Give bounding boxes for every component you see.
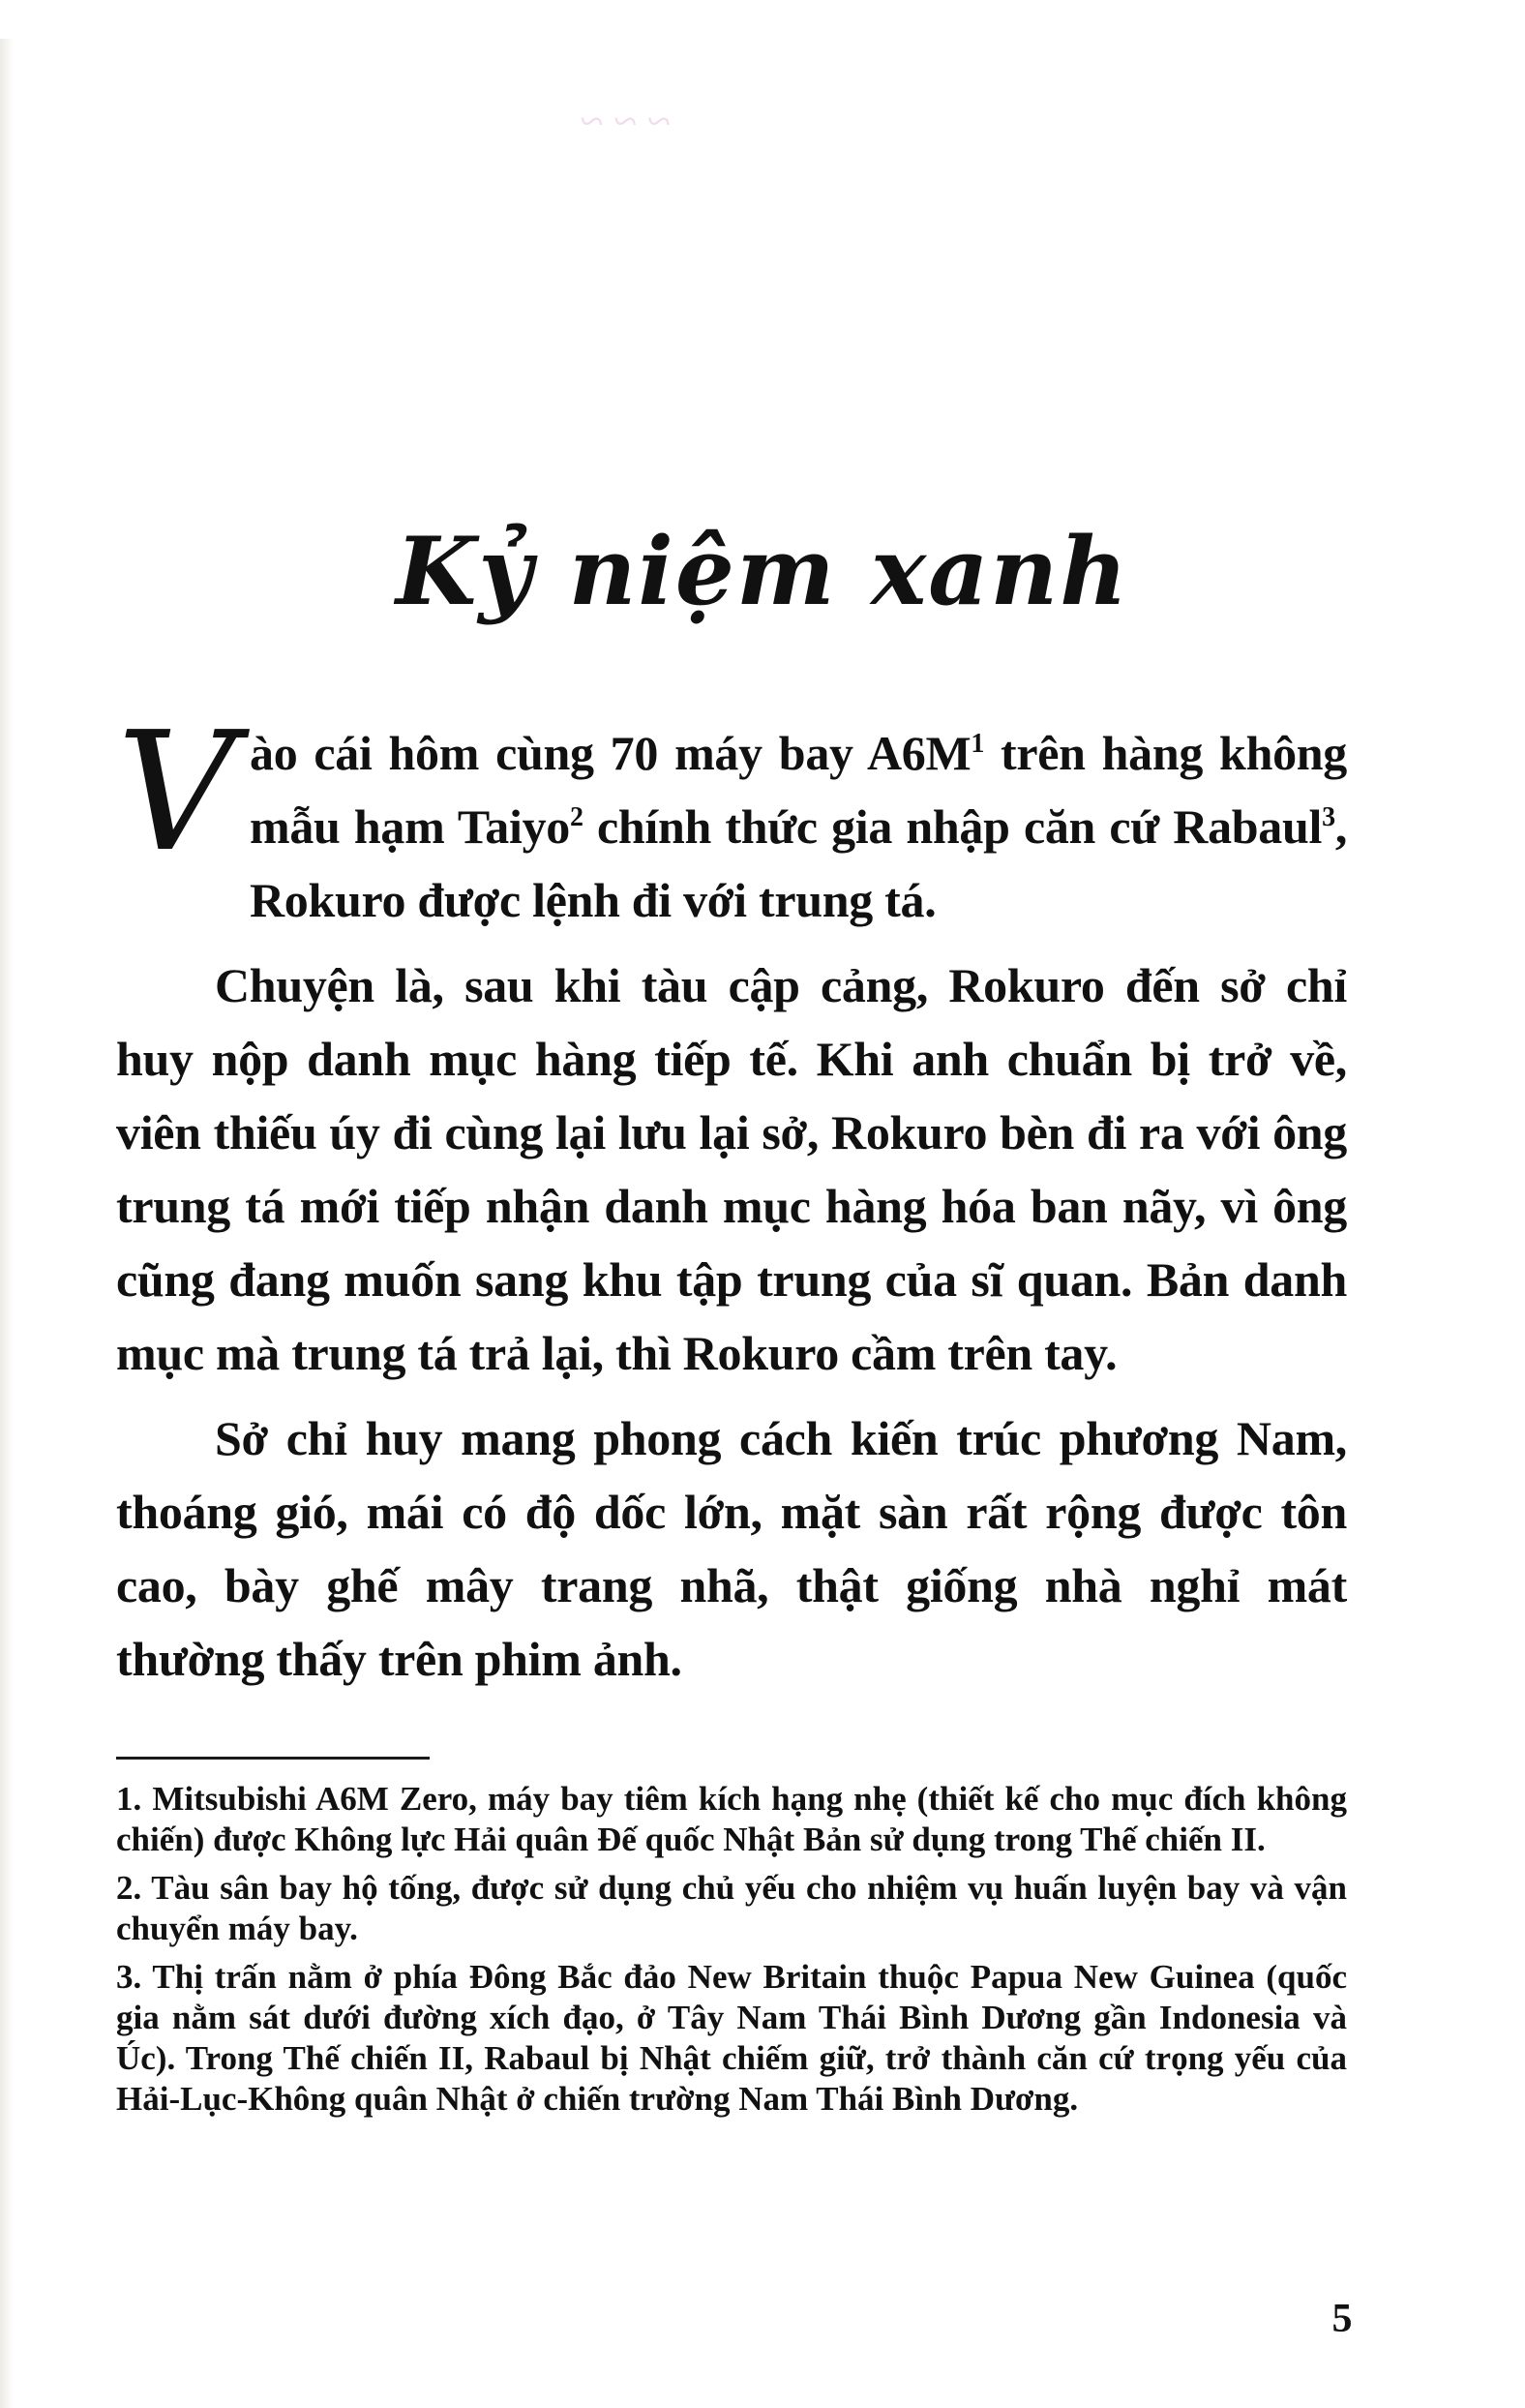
drop-cap: V: [116, 697, 236, 888]
paragraph-3: Sở chỉ huy mang phong cách kiến trúc phương Nam, thoáng gió, mái có độ dốc lớn, mặt sàn rất rộng được tôn cao, bày ghế mây trang nhã, thật giống nhà nghỉ mát thường thấy trên phim ảnh.: [116, 1411, 1347, 1686]
paragraph-1-text-a: ào cái hôm cùng 70 máy bay A6M: [250, 726, 972, 780]
footnote-ref-1[interactable]: 1: [971, 729, 985, 759]
footnotes: [116, 1779, 1347, 2127]
chapter-title: Kỷ niệm xanh: [395, 517, 1129, 627]
footnote-3: 3. Thị trấn nằm ở phía Đông Bắc đảo New Britain thuộc Papua New Guinea (quốc gia nằm sát dưới đường xích đạo, ở Tây Nam Thái Bình Dương gần Indonesia và Úc). Trong Thế chiến II, Rabaul bị Nhật chiếm giữ, trở thành căn cứ trọng yếu của Hải-Lục-Không quân Nhật ở chiến trường Nam Thái Bình Dương.: [116, 1958, 1347, 2118]
bleed-through-header: ~ ~ ~: [581, 98, 672, 145]
footnote-divider: [116, 1757, 430, 1760]
footnote-1: 1. Mitsubishi A6M Zero, máy bay tiêm kích hạng nhẹ (thiết kế cho mục đích không chiến) được Không lực Hải quân Đế quốc Nhật Bản sử dụng trong Thế chiến II.: [116, 1780, 1347, 1858]
paragraph-1-text-c: chính thức gia nhập căn cứ Rabaul: [583, 799, 1323, 854]
page-edge-shadow: [0, 39, 14, 2408]
footnote-ref-3[interactable]: 3: [1322, 802, 1335, 832]
paragraph-1: [116, 697, 1348, 937]
paragraph-2: Chuyện là, sau khi tàu cập cảng, Rokuro đến sở chỉ huy nộp danh mục hàng tiếp tế. Khi anh chuẩn bị trở về, viên thiếu úy đi cùng lại lưu lại sở, Rokuro bèn đi ra với ông trung tá mới tiếp nhận danh mục hàng hóa ban nãy, vì ông cũng đang muốn sang khu tập trung của sĩ quan. Bản danh mục mà trung tá trả lại, thì Rokuro cầm trên tay.: [116, 958, 1347, 1380]
paragraph-1-text-b: trên hàng không mẫu hạm Taiyo: [250, 726, 1347, 854]
body-text: [116, 697, 1348, 1707]
page-number: 5: [1331, 2297, 1353, 2341]
paragraph-1-text-d: , Rokuro được lệnh đi với trung tá.: [250, 799, 1348, 927]
footnote-ref-2[interactable]: 2: [570, 802, 583, 832]
footnote-2: 2. Tàu sân bay hộ tống, được sử dụng chủ yếu cho nhiệm vụ huấn luyện bay và vận chuyển máy bay.: [116, 1869, 1347, 1947]
